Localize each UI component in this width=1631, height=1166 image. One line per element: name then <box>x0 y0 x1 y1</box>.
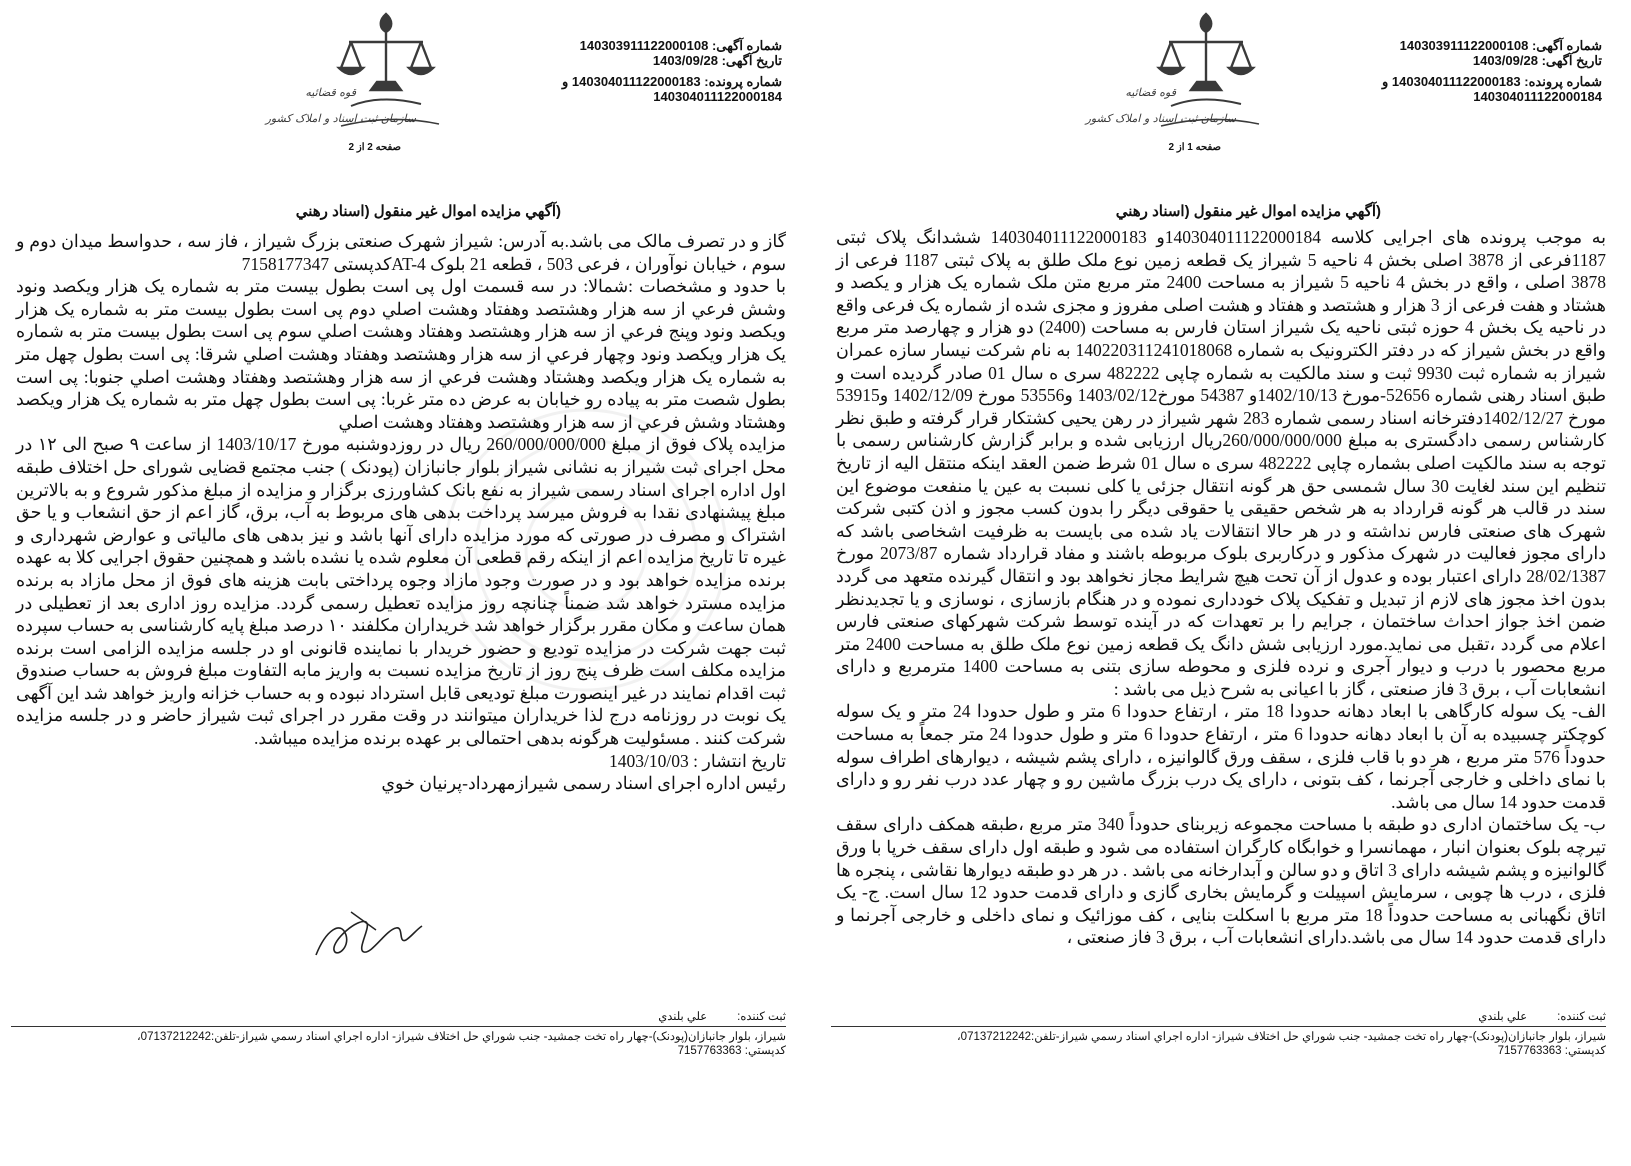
case-label: شماره پرونده: <box>704 74 782 89</box>
paragraph-boundaries: با حدود و مشخصات :شمالا: در سه قسمت اول پی است بطول بيست متر به شماره يک هزار ويکصد ونود وشش فرعي از سه هزار وهشتصد وهفتاد وهشت اصلي دوم پی است بطول بيست متر به شماره يک هزار ويکصد ونود وپنج فرعي از سه هزار وهشتصد وهفتاد وهشت اصلي سوم پی است بطول بيست متر به شماره يک هزار ويکصد ونود وچهار فرعي از سه هزار وهشتصد وهفتاد وهشت اصلي شرقا: پی است بطول چهل متر به شماره يک هزار ويکصد وهشتاد وهشت فرعي از سه هزار وهشتصد وهفتاد وهشت اصلي جنوبا: پی است بطول شصت متر به پياده رو خيابان به عرض ده متر غربا: پی است بطول چهل متر به شماره يک هزار ويکصد وهشتاد وشش فرعي از سه هزار وهشتصد وهفتاد وهشت اصلي <box>16 276 786 432</box>
case-number-1: 140304011122000183 و <box>1382 74 1521 89</box>
page-one <box>826 0 1616 1166</box>
ad-date-line <box>562 53 782 68</box>
ad-number: 140303911122000108 <box>1399 38 1529 53</box>
case-number-2: 140304011122000184 <box>1473 89 1602 104</box>
case-number-line <box>1382 74 1602 89</box>
paragraph-auction-terms: مزايده پلاک فوق از مبلغ 260/000/000/000 ريال در روزدوشنبه مورخ 1403/10/17 از ساعت ۹ صبح الی ۱۲ در محل اجرای ثبت شيراز به نشانی شيراز بلوار جانبازان (پودنک ) جنب مجتمع قضايی شورای حل اختلاف طبقه اول اداره اجرای اسناد رسمی شيراز به نفع بانک کشاورزی برگزار و مزايده از مبلغ مذکور شروع و به بالاترين مبلغ پيشنهادی نقدا به فروش ميرسد پرداخت بدهی های مربوط به آب، برق، گاز اعم از حق انشعاب و يا حق اشتراک و مصرف در صورتی که مورد مزايده دارای آنها باشد و نيز بدهی های مالياتی و عوارض شهرداری و غيره تا تاريخ مزايده اعم از اينکه رقم قطعی آن معلوم شده يا نشده باشد و همچنين حقوق اجرايی کلا به عهده برنده مزايده خواهد بود و در صورت وجود مازاد وجوه پرداختی بابت هزينه های فوق از محل مازاد به برنده مزايده مسترد خواهد شد ضمناً چنانچه روز مزايده تعطيل رسمی گردد. مزايده روز اداری بعد از تعطيلی در همان ساعت و مکان مقرر برگزار خواهد شد خريداران مکلفند ۱۰ درصد مبلغ پايه کارشناسی به حساب سپرده ثبت جهت شرکت در مزايده توديع و حضور خريدار با نماينده قانونی او در جلسه مزايده الزامی است برنده مزايده مکلف است ظرف پنج روز از تاريخ مزايده نسبت به واريز مابه التفاوت مبلغ فروش به حساب صندوق ثبت اقدام نمايند در غير اينصورت مبلغ توديعی قابل استرداد نبوده و به حساب خزانه واريز خواهد شد اين آگهی يک نوبت در روزنامه درج لذا خريداران ميتوانند در وقت مقرر در اجرای ثبت شيراز حاضر و در جلسه مزايده شرکت کنند . مسئوليت هرگونه بدهی احتمالی بر عهده برنده مزايده ميباشد. <box>16 434 787 749</box>
case-number-1: 140304011122000183 و <box>562 74 701 89</box>
registrar-label: ثبت کننده: <box>737 1011 786 1023</box>
notice-body <box>836 226 1606 949</box>
paragraph-address: گاز و در تصرف مالک می باشد.به آدرس: شيراز شهرک صنعتی بزرگ شيراز ، فاز سه ، حدواسط ميدان دوم و سوم ، خيابان نوآوران ، فرعی 503 ، قطعه 21 بلوک AT-4کدپستی 7158177347 <box>16 231 786 274</box>
paragraph-office-building: ب- يک ساختمان اداری دو طبقه با مساحت مجموعه زيربنای حدوداً 340 متر مربع ،طبقه همکف دارای سقف تيرچه بلوک بعنوان انبار ، مهمانسرا و خوابگاه کارگران استفاده می شود و طبقه اول دارای سقف خرپا با ورق گالوانيزه و پشم شيشه دارای 3 اتاق و دو سالن و آبدارخانه می باشد . در هر دو طبقه ديوارها نقاشی ، پنجره ها فلزی ، درب ها چوبی ، سرمايش اسپيلت و گرمايش بخاری گازی و دارای قدمت حدود 12 سال است. ج- يک اتاق نگهبانی به مساحت حدوداً 18 متر مربع با اسکلت بنايی ، کف موزائيک و نمای داخلی و خارجی آجرنما و دارای قدمت حدود 14 سال می باشد.دارای انشعابات آب ، برق 3 فاز صنعتی ، <box>836 814 1607 948</box>
ad-number-label: شماره آگهی: <box>1531 38 1602 53</box>
ad-number-label: شماره آگهی: <box>711 38 782 53</box>
footer-divider <box>831 1026 1606 1027</box>
paragraph-workshop-hall: الف- يک سوله کارگاهی با ابعاد دهانه حدودا 18 متر ، ارتفاع حدودا 6 متر و طول حدودا 24 متر و يک سوله کوچکتر چسبيده به آن با ابعاد دهانه حدودا 6 متر ، ارتفاع حدودا 6 متر و طول حدودا 24 متر جمعاً به مساحت حدوداً 576 متر مربع ، هر دو با قاب فلزی ، سقف ورق گالوانيزه ، دارای پشم شيشه ، ديوارهای اطراف سوله با نمای داخلی و خارجی آجرنما ، کف بتونی ، دارای يک درب بزرگ ماشين رو و چهار عدد درب نفر رو و دارای قدمت حدود 14 سال می باشد. <box>836 701 1606 812</box>
ad-number: 140303911122000108 <box>579 38 709 53</box>
page-number: صفحه 2 از 2 <box>348 142 401 153</box>
registrar-name: علي بلندي <box>658 1011 708 1023</box>
ad-meta <box>562 38 782 104</box>
notice-body <box>16 230 786 795</box>
office-address: شيراز، بلوار جانبازان(پودنک)-چهار راه تخت جمشيد- جنب شوراي حل اختلاف شيراز- اداره اجراي اسناد رسمي شيراز-تلفن:07137212242، <box>956 1031 1606 1043</box>
ad-number-line <box>1382 38 1602 53</box>
postal-code: كدپستي: 7157763363 <box>1497 1045 1606 1057</box>
publish-date: 1403/10/03 <box>609 750 689 771</box>
publish-line <box>16 750 786 773</box>
registrar-name: علي بلندي <box>1478 1011 1528 1023</box>
logo-text-judiciary: قوه قضائيه <box>1125 86 1176 99</box>
ad-date-label: تاريخ آگهی: <box>721 53 782 68</box>
paragraph-property-description: به موجب پرونده های اجرايی کلاسه 140304011122000184و 140304011122000183 ششدانگ پلاک ثبتی 1187فرعی از 3878 اصلی بخش 4 ناحيه 5 شيراز يک قطعه زمين نوع ملک طلق به پلاک ثبتی 1187 فرعی از 3878 اصلی ، واقع در بخش 4 ناحيه 5 شيراز به مساحت 2400 متر مربع متن ملک شماره يک هزار و يکصد و هشتاد و هفت فرعی از 3 هزار و هشتصد و هفتاد و هشت اصلی مفروز و مجزی شده از شماره يک فرعی واقع در ناحيه يک بخش 4 حوزه ثبتی ناحيه يک شيراز استان فارس به مساحت (2400) دو هزار و چهارصد متر مربع واقع در بخش شيراز که در دفتر الکترونيک به شماره 140220311241018068 به نام شرکت نيسار سازه عمران شيراز به شماره ثبت 9930 ثبت و سند مالکيت به شماره چاپی 482222 سری ه سال 01 صادر گرديده است و طبق اسناد رهنی شماره 52656-مورخ 1402/10/13و 54387 مورخ1403/02/12 و53556 مورخ 1402/12/09 و53915 مورخ 1402/12/27دفترخانه اسناد رسمی شماره 283 شهر شيراز در رهن يحيی کشتکار قرار گرفته و طبق نظر کارشناس رسمی دادگستری به مبلغ 260/000/000/000ريال ارزيابی شده و برابر گزارش کارشناس رسمی با توجه به سند مالکيت اصلی بشماره چاپی 482222 سری ه سال 01 شرط ضمن العقد اينکه منتقل اليه از تاريخ تنظيم اين سند لغايت 30 سال شمسی حق هر گونه انتقال جزئی يا کلی نسبت به عين يا منفعت موضوع اين سند در قالب هر گونه قرارداد به هر شخص حقيقی يا حقوقی ديگر را بدون کسب مجوز و اذن کتبی شرکت شهرک های صنعتی فارس نداشته و در هر حالا انتقالات ياد شده می بايست به ظرفيت اشخاصی باشد که دارای مجوز فعاليت در شهرک مذکور و درکاربری بلوک مربوطه باشند و مفاد قرارداد شماره 2073/87 مورخ 28/02/1387 دارای اعتبار بوده و عدول از آن تحت هيچ شرايط مجاز نخواهد بود و انتقال گيرنده متعهد می گردد بدون اخذ مجوز های لازم از تبديل و تفکيک پلاک خودداری نموده و در هنگام بازسازی ، نوسازی و يا تجديدنظر ضمن اخذ جواز احداث ساختمان ، جرايم را بر تعهدات که در آينده توسط شرکت شهرکهای صنعتی فارس اعلام می گردد ،تقبل می نمايد.مورد ارزيابی شش دانگ يک قطعه زمين نوع ملک طلق به مساحت 2400 متر مربع محصور با درب و ديوار آجری و نرده فلزی و محوطه سازی بتنی به مساحت 1400 مترمربع و دارای انشعابات آب ، برق 3 فاز صنعتی ، گاز با اعيانی به شرح ذيل می باشد : <box>836 227 1607 699</box>
page-number: صفحه 1 از 2 <box>1168 142 1221 153</box>
ad-number-line <box>562 38 782 53</box>
ad-meta <box>1382 38 1602 104</box>
footer-divider <box>11 1026 786 1027</box>
office-address: شيراز، بلوار جانبازان(پودنک)-چهار راه تخت جمشيد- جنب شوراي حل اختلاف شيراز- اداره اجراي اسناد رسمي شيراز-تلفن:07137212242، <box>136 1031 786 1043</box>
logo-text-registry: سازمان ثبت اسناد و املاک کشور <box>265 112 416 125</box>
case-number-2: 140304011122000184 <box>653 89 782 104</box>
publish-label: تاريخ انتشار : <box>693 750 786 771</box>
signer-line: رئيس اداره اجرای اسناد رسمی شيرازمهرداد-پرنيان خوي <box>381 773 786 794</box>
registrar-label: ثبت کننده: <box>1557 1011 1606 1023</box>
registrar-line <box>831 1010 1606 1024</box>
registrar-line <box>11 1010 786 1024</box>
registrar-footer <box>831 1010 1606 1058</box>
ad-date: 1403/09/28 <box>652 53 718 68</box>
handwritten-signature <box>306 900 426 970</box>
case-number-line <box>562 74 782 89</box>
registrar-footer <box>11 1010 786 1058</box>
ad-date: 1403/09/28 <box>1472 53 1538 68</box>
ad-date-label: تاريخ آگهی: <box>1541 53 1602 68</box>
notice-title: (آگهي مزايده اموال غير منقول (اسناد رهني <box>1115 203 1381 220</box>
logo-text-judiciary: قوه قضائيه <box>305 86 356 99</box>
page-two <box>6 0 796 1166</box>
postal-code: كدپستي: 7157763363 <box>677 1045 786 1057</box>
notice-title: (آگهي مزايده اموال غير منقول (اسناد رهني <box>295 203 561 220</box>
logo-text-registry: سازمان ثبت اسناد و املاک کشور <box>1085 112 1236 125</box>
case-label: شماره پرونده: <box>1524 74 1602 89</box>
ad-date-line <box>1382 53 1602 68</box>
